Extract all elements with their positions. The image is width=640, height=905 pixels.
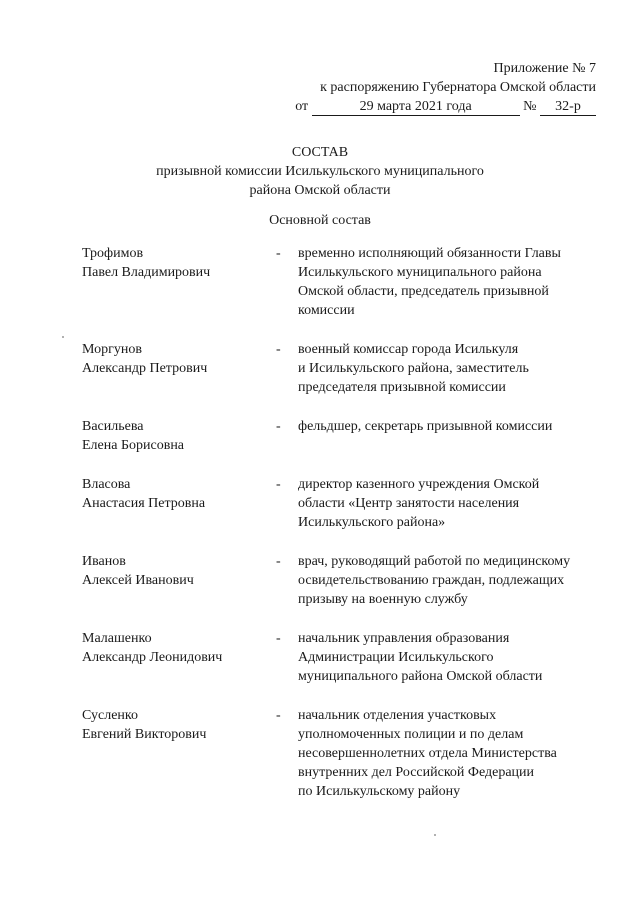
position-line: внутренних дел Российской Федерации — [298, 765, 535, 780]
member-given: Александр Петрович — [82, 361, 208, 376]
members-list — [82, 244, 598, 801]
member-row — [82, 552, 598, 609]
member-position — [298, 417, 598, 455]
position-line: несовершеннолетних отдела Министерства — [298, 746, 557, 761]
member-dash: - — [276, 708, 281, 723]
position-line: Администрации Исилькульского — [298, 650, 494, 665]
member-position — [298, 706, 598, 801]
member-surname: Трофимов — [82, 246, 144, 261]
position-line: фельдшер, секретарь призывной комиссии — [298, 419, 553, 434]
date-prefix: от — [295, 99, 309, 114]
position-line: начальник управления образования — [298, 631, 510, 646]
member-surname: Иванов — [82, 554, 126, 569]
member-position — [298, 244, 598, 320]
member-position — [298, 340, 598, 397]
member-row — [82, 706, 598, 801]
position-line: Омской области, председатель призывной — [298, 284, 549, 299]
appendix-order: к распоряжению Губернатора Омской области — [320, 80, 596, 95]
member-name — [82, 244, 276, 320]
title-line-1: призывной комиссии Исилькульского муниципального — [156, 164, 484, 179]
document-title: СОСТАВ — [291, 145, 349, 160]
member-row — [82, 475, 598, 532]
member-name — [82, 475, 276, 532]
member-row — [82, 417, 598, 455]
member-position — [298, 629, 598, 686]
member-dash: - — [276, 477, 281, 492]
position-line: призыву на военную службу — [298, 592, 468, 607]
position-line: начальник отделения участковых — [298, 708, 497, 723]
position-line: председателя призывной комиссии — [298, 380, 506, 395]
member-row — [82, 629, 598, 686]
member-position — [298, 552, 598, 609]
member-name — [82, 706, 276, 801]
position-line: директор казенного учреждения Омской — [298, 477, 540, 492]
member-given: Евгений Викторович — [82, 727, 207, 742]
member-row — [82, 340, 598, 397]
member-given: Александр Леонидович — [82, 650, 223, 665]
position-line: военный комиссар города Исилькуля — [298, 342, 519, 357]
title-line-2: района Омской области — [249, 183, 391, 198]
member-name — [82, 417, 276, 455]
member-name — [82, 340, 276, 397]
position-line: уполномоченных полиции и по делам — [298, 727, 524, 742]
order-number: 32-р — [540, 99, 596, 116]
position-line: освидетельствованию граждан, подлежащих — [298, 573, 565, 588]
number-label: № — [523, 99, 537, 114]
appendix-number: Приложение № 7 — [493, 61, 596, 76]
member-given: Алексей Иванович — [82, 573, 194, 588]
appendix-block — [295, 59, 596, 116]
member-surname: Васильева — [82, 419, 144, 434]
position-line: временно исполняющий обязанности Главы — [298, 246, 561, 261]
member-name — [82, 629, 276, 686]
position-line: Исилькульского муниципального района — [298, 265, 542, 280]
appendix-date-line — [295, 97, 596, 116]
position-line: и Исилькульского района, заместитель — [298, 361, 529, 376]
member-name — [82, 552, 276, 609]
member-dash: - — [276, 246, 281, 261]
member-given: Павел Владимирович — [82, 265, 211, 280]
position-line: муниципального района Омской области — [298, 669, 543, 684]
member-surname: Власова — [82, 477, 131, 492]
member-dash: - — [276, 342, 281, 357]
section-title: Основной состав — [269, 213, 371, 228]
member-dash: - — [276, 554, 281, 569]
member-given: Елена Борисовна — [82, 438, 185, 453]
member-position — [298, 475, 598, 532]
position-line: комиссии — [298, 303, 355, 318]
position-line: врач, руководящий работой по медицинскому — [298, 554, 571, 569]
member-surname: Сусленко — [82, 708, 138, 723]
member-surname: Малашенко — [82, 631, 152, 646]
member-row — [82, 244, 598, 320]
position-line: по Исилькульскому району — [298, 784, 461, 799]
member-dash: - — [276, 631, 281, 646]
member-surname: Моргунов — [82, 342, 142, 357]
member-given: Анастасия Петровна — [82, 496, 206, 511]
position-line: Исилькульского района» — [298, 515, 446, 530]
member-dash: - — [276, 419, 281, 434]
scan-speck — [62, 336, 64, 338]
order-date: 29 марта 2021 года — [312, 99, 520, 116]
position-line: области «Центр занятости населения — [298, 496, 520, 511]
scan-speck — [434, 834, 436, 836]
